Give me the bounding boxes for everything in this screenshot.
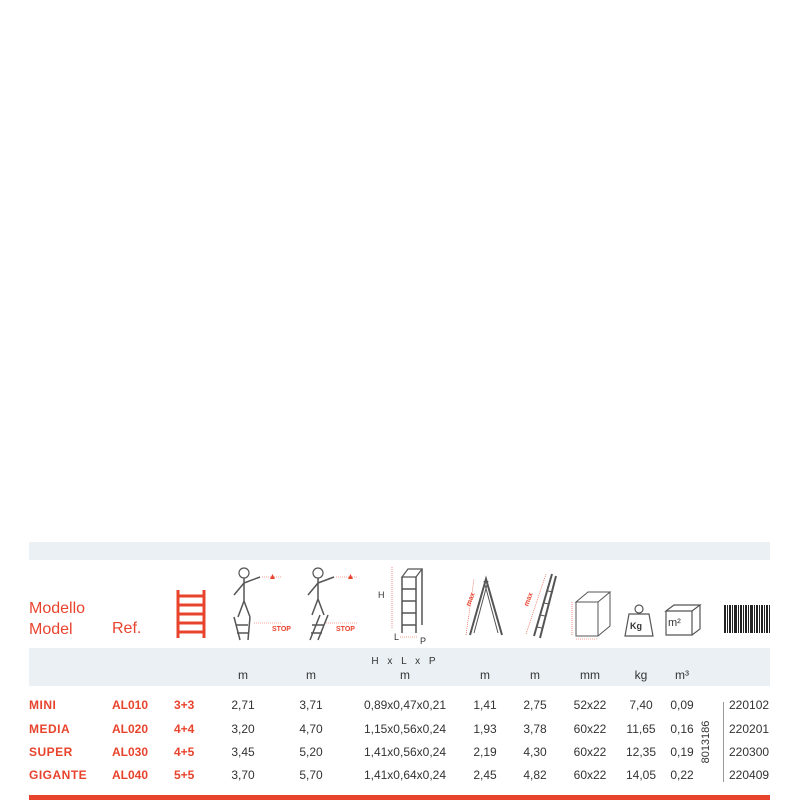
- cell-h1: 3,45: [231, 745, 255, 759]
- stop-label-1: STOP: [272, 626, 291, 633]
- cell-profile: 52x22: [573, 698, 607, 712]
- cell-ref: AL040: [112, 768, 149, 782]
- cell-ean: 220409: [729, 768, 770, 782]
- cell-profile: 60x22: [573, 745, 607, 759]
- cell-vol: 0,22: [670, 768, 694, 782]
- unit-profile: mm: [580, 668, 600, 682]
- cell-ref: AL020: [112, 722, 149, 736]
- cell-dims: 1,41x0,56x0,24: [363, 745, 447, 759]
- unit-closed-height: m: [480, 668, 490, 682]
- cell-name: MINI: [29, 698, 57, 712]
- top-band: [29, 542, 770, 560]
- a-frame-height-icon: [462, 575, 512, 640]
- cell-ladder-b: 4,30: [523, 745, 547, 759]
- cell-steps: 4+5: [174, 745, 195, 759]
- cell-h2: 5,70: [299, 768, 323, 782]
- stop-label-2: STOP: [336, 626, 355, 633]
- bottom-accent-line: [29, 795, 770, 800]
- cell-profile: 60x22: [573, 768, 607, 782]
- cell-ean: 220102: [729, 698, 770, 712]
- cell-kg: 11,65: [626, 722, 656, 736]
- cell-ladder-a: 1,93: [473, 722, 497, 736]
- cell-kg: 12,35: [625, 745, 657, 759]
- cell-ref: AL010: [112, 698, 149, 712]
- cell-ladder-a: 2,45: [473, 768, 497, 782]
- unit-work-height-2: m: [306, 668, 316, 682]
- cell-vol: 0,16: [670, 722, 694, 736]
- dim-h-label: H: [378, 590, 385, 600]
- unit-weight: kg: [634, 668, 648, 682]
- dim-l-label: L: [394, 632, 400, 642]
- cell-vol: 0,09: [670, 698, 694, 712]
- cell-h1: 2,71: [231, 698, 255, 712]
- unit-dims-top: H x L x P: [371, 656, 439, 667]
- cell-ean: 220300: [729, 745, 770, 759]
- max-label-1: max: [465, 591, 477, 608]
- m2-icon-label: m²: [668, 617, 681, 629]
- kg-icon-label: Kg: [630, 621, 642, 631]
- cell-h2: 3,71: [299, 698, 323, 712]
- profile-section-icon: [566, 590, 616, 640]
- cell-h2: 4,70: [299, 722, 323, 736]
- unit-max-length: m: [530, 668, 540, 682]
- table-row: [0, 768, 800, 788]
- cell-kg: 14,05: [625, 768, 657, 782]
- cell-ladder-b: 3,78: [523, 722, 547, 736]
- cell-ean: 220201: [729, 722, 770, 736]
- cell-name: MEDIA: [29, 722, 71, 736]
- cell-dims: 0,89x0,47x0,21: [363, 698, 447, 712]
- cell-steps: 4+4: [174, 722, 195, 736]
- max-label-2: max: [523, 591, 535, 608]
- unit-volume: m³: [675, 668, 689, 682]
- unit-dims: m: [400, 668, 410, 682]
- cell-ladder-a: 2,19: [473, 745, 497, 759]
- table-row: [0, 722, 800, 742]
- cell-kg: 7,40: [629, 698, 653, 712]
- cell-vol: 0,19: [670, 745, 694, 759]
- header-ref-label: Ref.: [112, 620, 142, 637]
- cell-name: GIGANTE: [29, 768, 88, 782]
- table-row: [0, 745, 800, 765]
- dim-p-label: P: [420, 636, 427, 646]
- ean-divider: [723, 702, 724, 782]
- cell-ref: AL030: [112, 745, 149, 759]
- cell-ladder-a: 1,41: [473, 698, 497, 712]
- cell-h1: 3,70: [231, 768, 255, 782]
- cell-profile: 60x22: [573, 722, 607, 736]
- cell-h2: 5,20: [299, 745, 323, 759]
- cell-ladder-b: 4,82: [523, 768, 547, 782]
- modello-label: Modello: [29, 600, 86, 617]
- cell-dims: 1,41x0,64x0,24: [363, 768, 447, 782]
- cell-steps: 5+5: [174, 768, 195, 782]
- ean-prefix: 8013186: [700, 720, 712, 764]
- unit-work-height-1: m: [238, 668, 248, 682]
- cell-ladder-b: 2,75: [523, 698, 547, 712]
- ladder-steps-icon: [176, 590, 208, 640]
- table-row: [0, 698, 800, 718]
- model-label: Model: [29, 621, 73, 638]
- cell-name: SUPER: [29, 745, 73, 759]
- cell-steps: 3+3: [174, 698, 195, 712]
- cell-h1: 3,20: [231, 722, 255, 736]
- cell-dims: 1,15x0,56x0,24: [363, 722, 447, 736]
- header-model-title: [29, 598, 85, 640]
- barcode-icon: [724, 605, 770, 633]
